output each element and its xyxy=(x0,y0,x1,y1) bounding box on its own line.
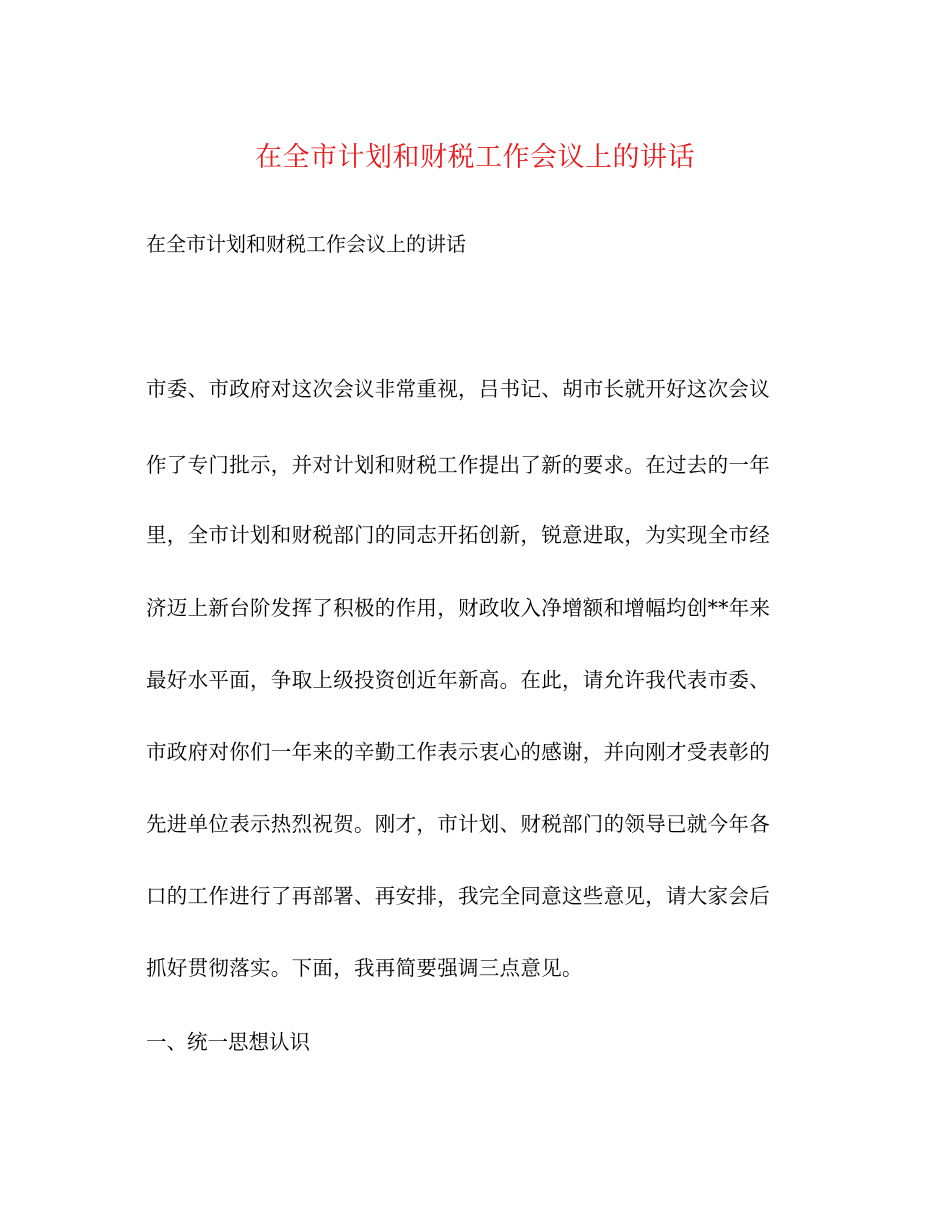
paragraph-line: 市政府对你们一年来的辛勤工作表示衷心的感谢，并向刚才受表彰的 xyxy=(146,740,770,764)
document-subtitle: 在全市计划和财税工作会议上的讲话 xyxy=(146,232,466,256)
section-heading: 一、统一思想认识 xyxy=(146,1030,310,1054)
paragraph-line: 济迈上新台阶发挥了积极的作用，财政收入净增额和增幅均创**年来 xyxy=(146,596,771,620)
paragraph-line: 里，全市计划和财税部门的同志开拓创新，锐意进取，为实现全市经 xyxy=(146,523,770,547)
document-title: 在全市计划和财税工作会议上的讲话 xyxy=(255,142,695,173)
paragraph-line: 作了专门批示，并对计划和财税工作提出了新的要求。在过去的一年 xyxy=(146,453,770,477)
paragraph-line: 口的工作进行了再部署、再安排，我完全同意这些意见，请大家会后 xyxy=(146,884,770,908)
paragraph-line: 先进单位表示热烈祝贺。刚才，市计划、财税部门的领导已就今年各 xyxy=(146,812,770,836)
paragraph-line: 抓好贯彻落实。下面，我再简要强调三点意见。 xyxy=(146,956,583,980)
paragraph-line: 最好水平面，争取上级投资创近年新高。在此，请允许我代表市委、 xyxy=(146,668,770,692)
paragraph-line: 市委、市政府对这次会议非常重视，吕书记、胡市长就开好这次会议 xyxy=(146,377,770,401)
